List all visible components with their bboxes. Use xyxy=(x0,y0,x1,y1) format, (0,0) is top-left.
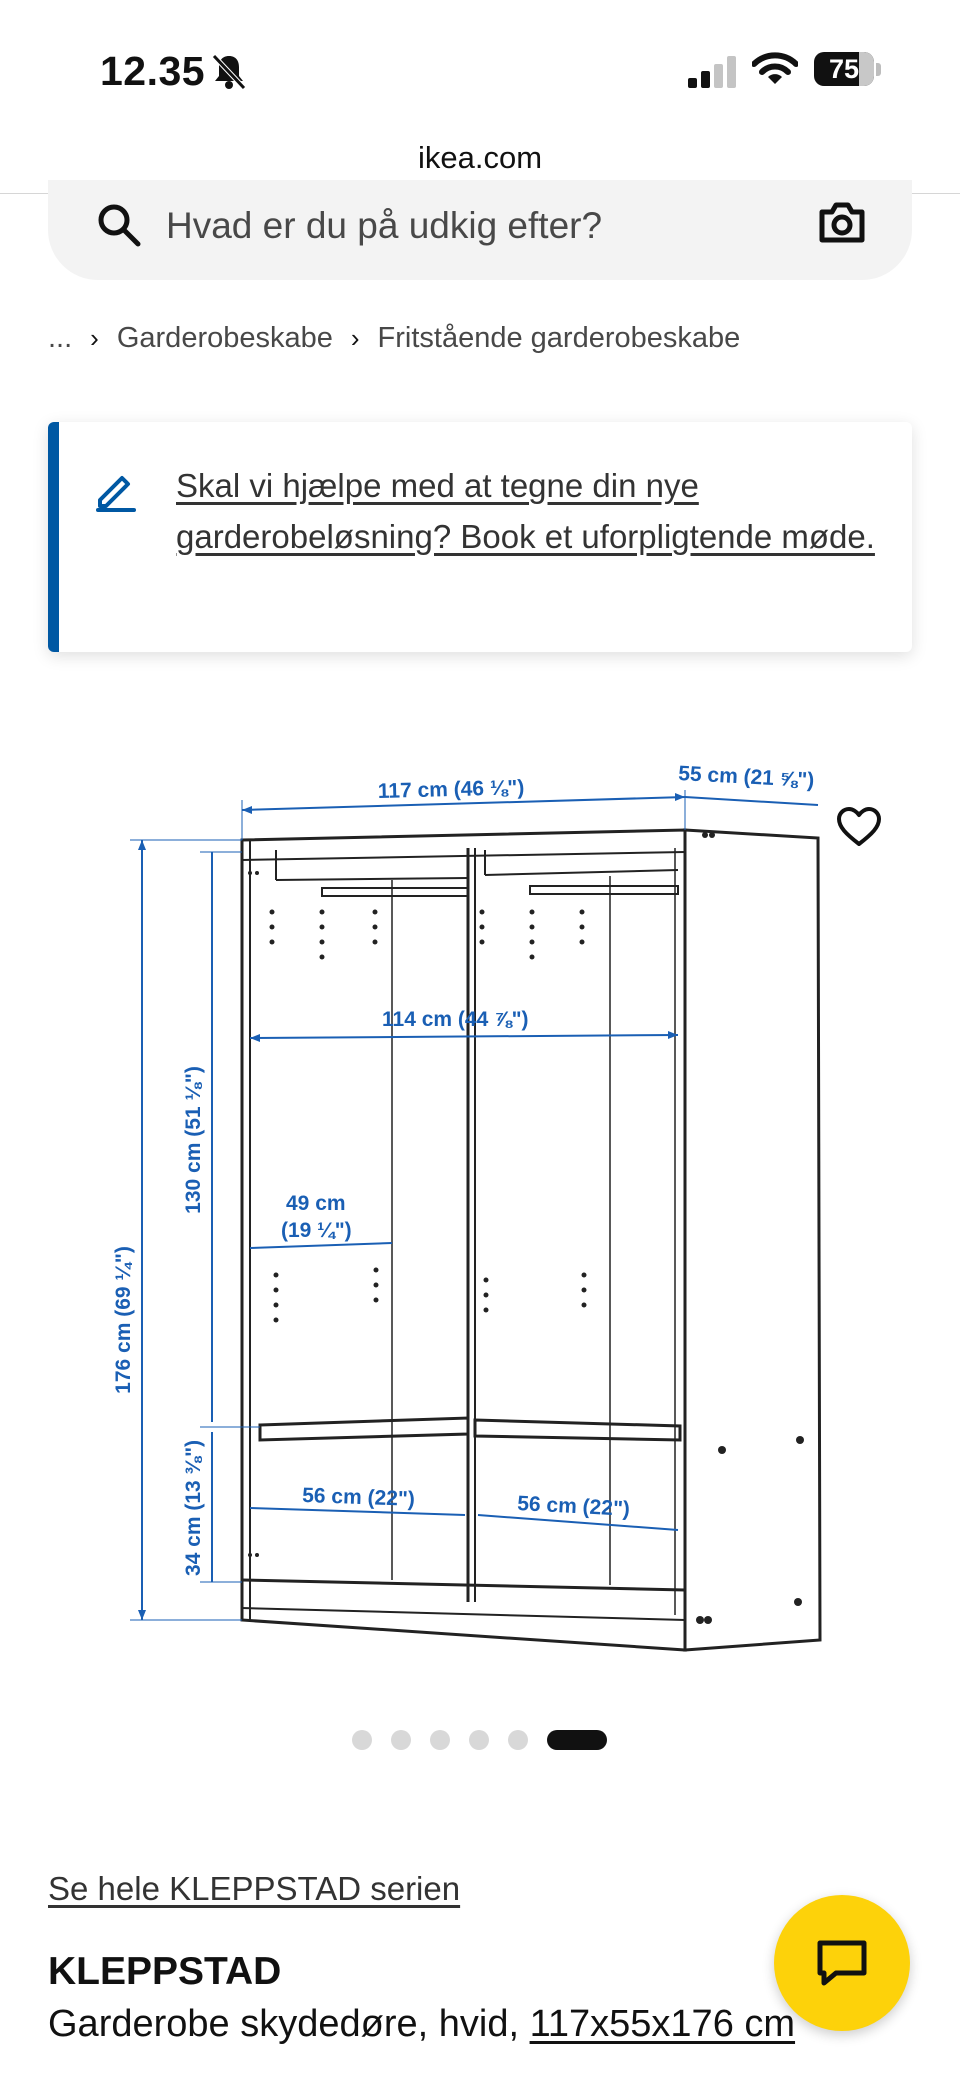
product-dimensions-link[interactable]: 117x55x176 cm xyxy=(529,2003,796,2045)
gallery-dot[interactable] xyxy=(469,1730,489,1750)
camera-icon[interactable] xyxy=(818,200,866,244)
dim-width-total: 117 cm (46 ⅛") xyxy=(377,776,525,803)
dim-compartment-left: 56 cm (22") xyxy=(301,1484,416,1511)
chevron-right-icon: › xyxy=(90,323,99,353)
gallery-dot-active[interactable] xyxy=(547,1730,607,1750)
dim-upper-height: 130 cm (51 ⅛") xyxy=(182,1066,205,1214)
dim-shelf-depth-1: 49 cm xyxy=(286,1192,346,1215)
book-meeting-link[interactable]: Skal vi hjælpe med at tegne din nye garderobeløsning? Book et uforpligtende møde. xyxy=(176,467,875,555)
chevron-right-icon: › xyxy=(350,323,360,353)
dim-inner-width: 114 cm (44 ⅞") xyxy=(382,1008,529,1031)
breadcrumb-ellipsis[interactable]: ... xyxy=(48,322,73,354)
search-icon[interactable] xyxy=(96,202,142,248)
search-bar[interactable] xyxy=(48,180,912,280)
pencil-icon xyxy=(94,468,138,512)
chat-icon xyxy=(816,1939,868,1989)
dim-shelf-depth-2: (19 ¼") xyxy=(281,1219,352,1242)
breadcrumb-wardrobes[interactable]: Garderobeskabe xyxy=(116,322,333,354)
gallery-dot[interactable] xyxy=(352,1730,372,1750)
planning-banner xyxy=(48,422,912,652)
dim-depth: 55 cm (21 ⅝") xyxy=(677,762,815,793)
browser-url[interactable]: ikea.com xyxy=(417,140,543,175)
battery-tip xyxy=(876,63,881,76)
chat-button[interactable] xyxy=(774,1895,910,2031)
search-input[interactable] xyxy=(166,200,766,252)
bell-slash-icon xyxy=(210,52,248,92)
series-link[interactable]: Se hele KLEPPSTAD serien xyxy=(48,1870,461,1907)
cellular-signal-icon xyxy=(688,56,738,88)
dim-lower-height: 34 cm (13 ⅜") xyxy=(182,1439,205,1577)
dim-compartment-right: 56 cm (22") xyxy=(516,1492,631,1521)
product-dimension-drawing xyxy=(100,740,840,1670)
battery-indicator: 75 xyxy=(814,52,874,86)
gallery-pagination xyxy=(352,1730,607,1750)
gallery-dot[interactable] xyxy=(391,1730,411,1750)
gallery-dot[interactable] xyxy=(508,1730,528,1750)
product-description xyxy=(48,2003,795,2046)
heart-icon[interactable] xyxy=(836,806,882,848)
status-bar xyxy=(0,0,960,130)
breadcrumb xyxy=(48,322,740,355)
product-desc-text: Garderobe skydedøre, hvid, xyxy=(48,2003,530,2045)
dim-height-total: 176 cm (69 ¼") xyxy=(112,1246,135,1394)
product-name: KLEPPSTAD xyxy=(48,1950,282,1993)
gallery-dot[interactable] xyxy=(430,1730,450,1750)
wifi-icon xyxy=(752,52,798,86)
banner-accent-bar xyxy=(48,422,59,652)
breadcrumb-freestanding-wardrobes[interactable]: Fritstående garderobeskabe xyxy=(377,322,741,354)
dimension-labels xyxy=(112,762,815,1576)
status-time: 12.35 xyxy=(100,48,206,94)
